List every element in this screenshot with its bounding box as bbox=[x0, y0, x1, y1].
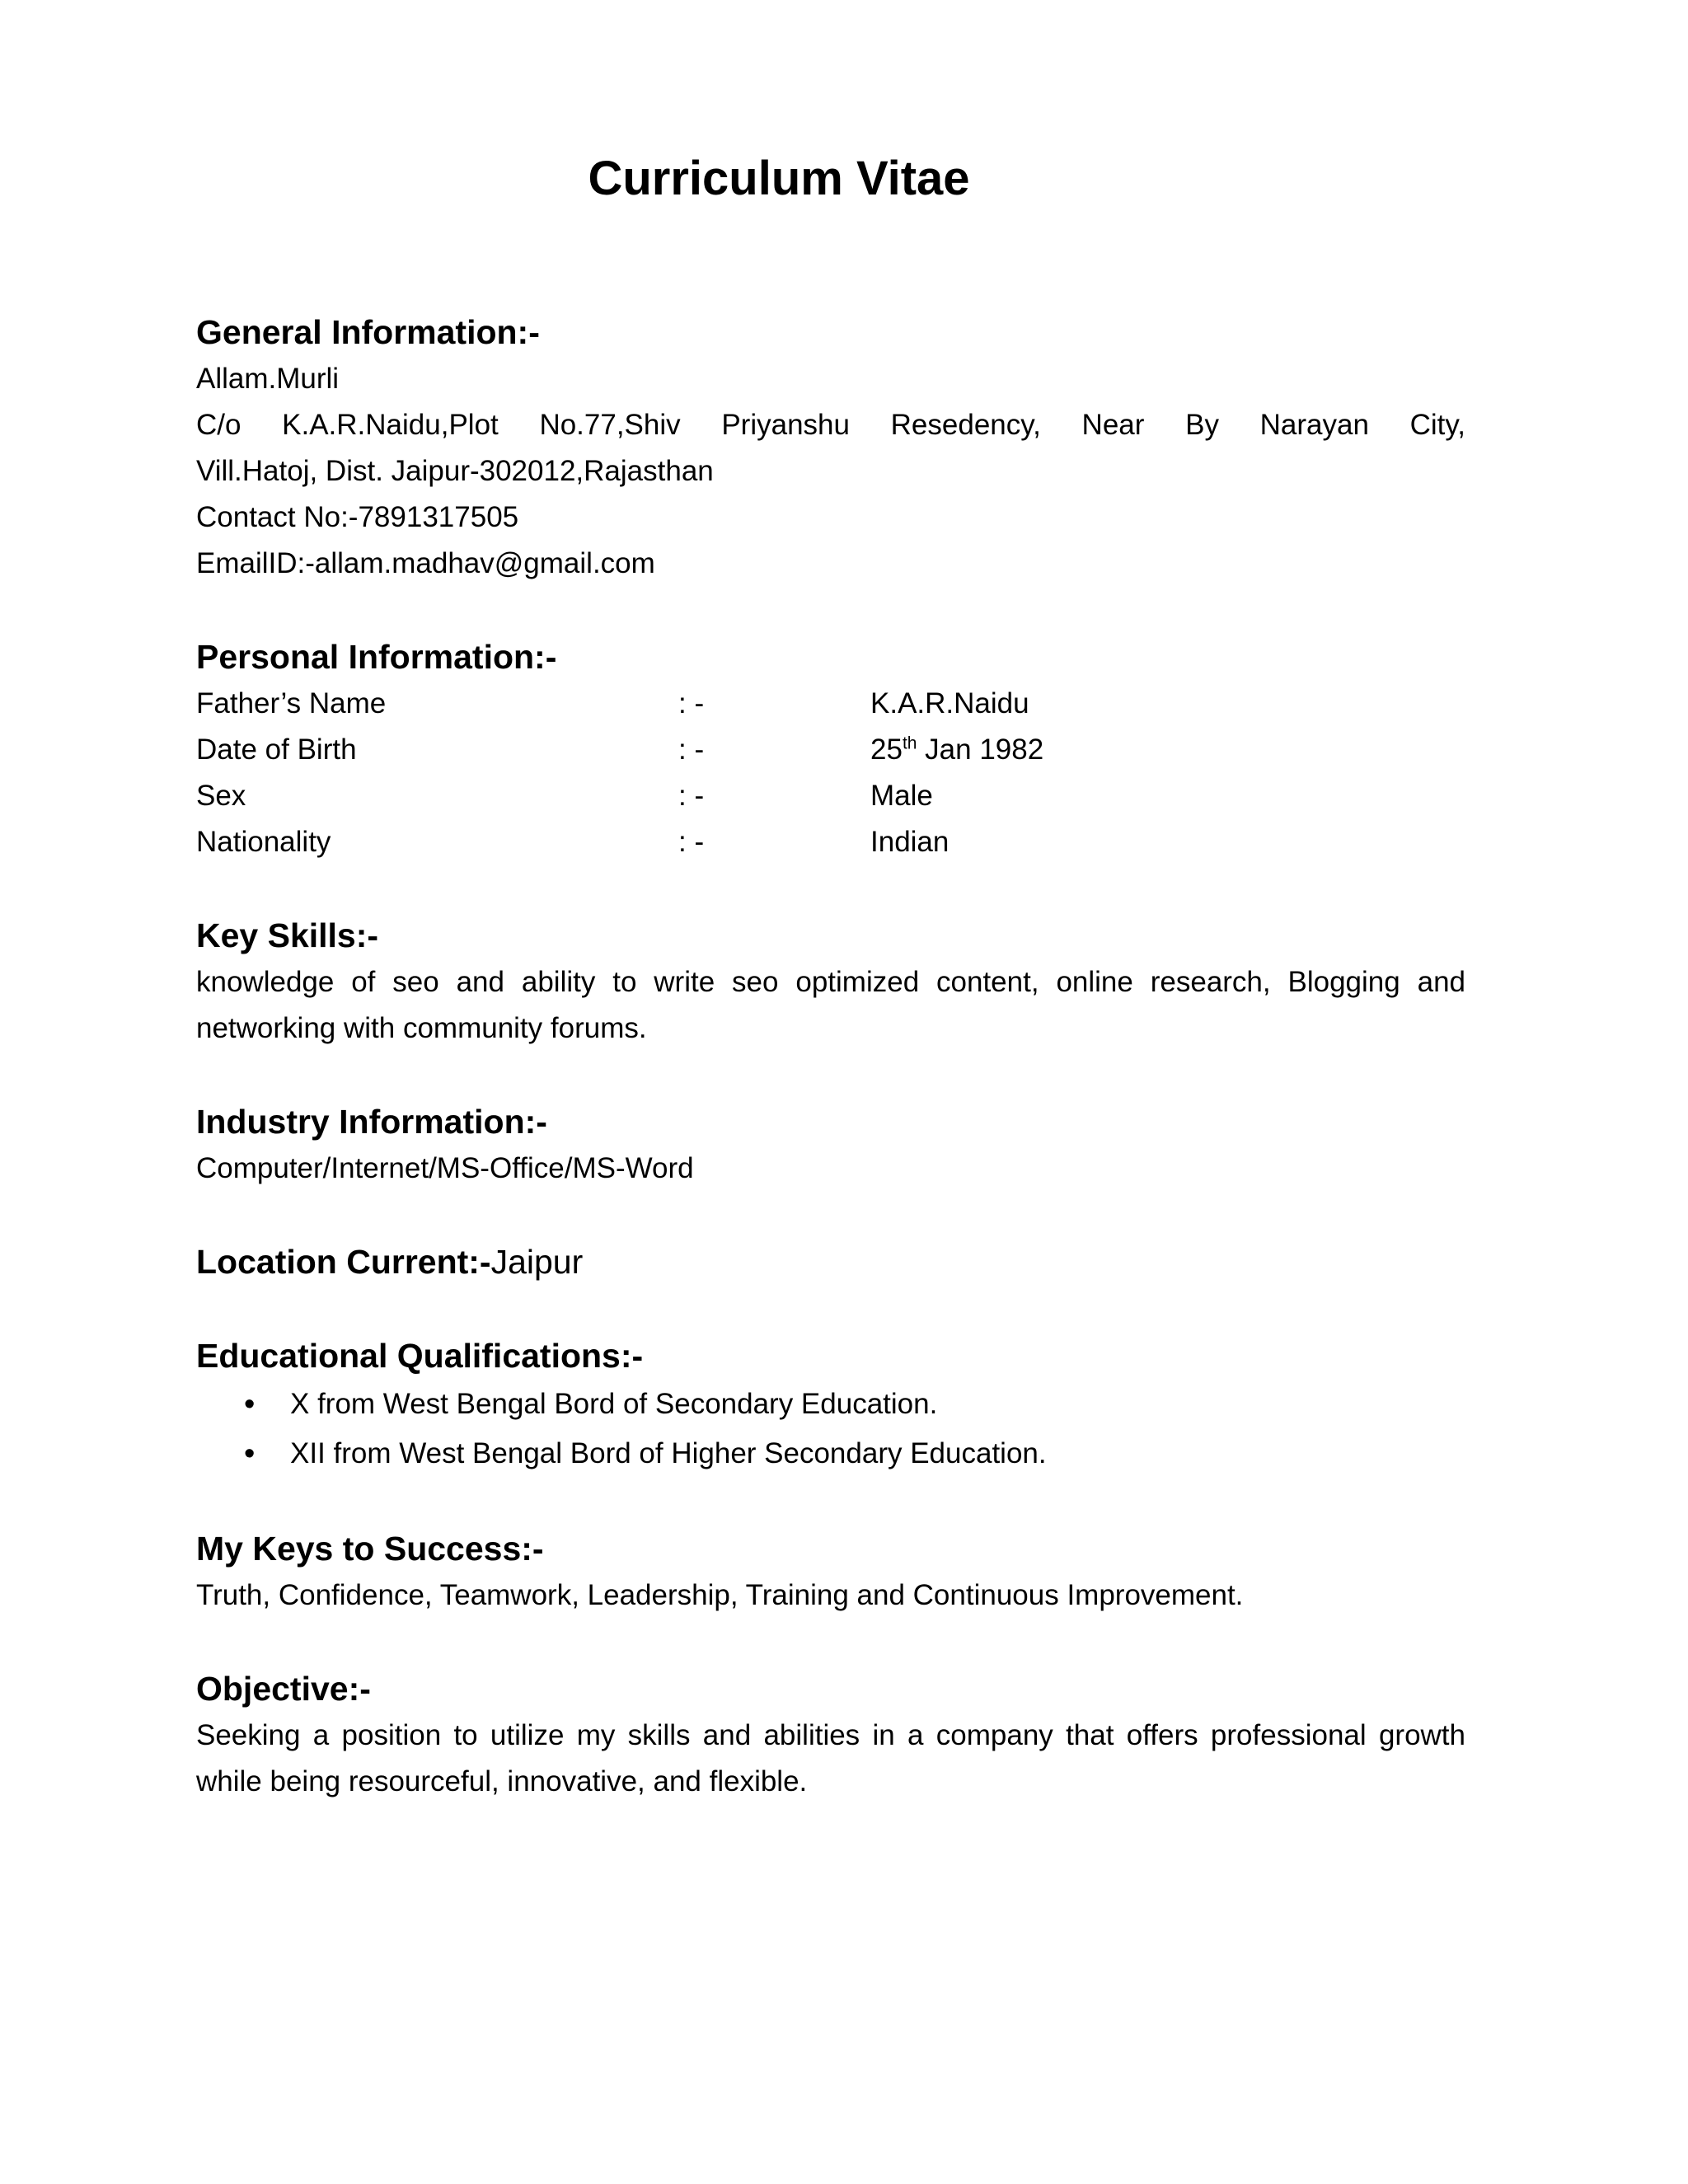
educational-qualifications-section bbox=[196, 1332, 1465, 1479]
keys-to-success-heading: My Keys to Success:- bbox=[196, 1530, 544, 1568]
candidate-name: Allam.Murli bbox=[196, 363, 340, 395]
location-value: Jaipur bbox=[490, 1243, 584, 1281]
info-row-father-name bbox=[196, 681, 1465, 727]
education-list bbox=[196, 1380, 1465, 1479]
key-skills-text: knowledge of seo and ability to write seo optimized content, online research, Blogging and networking with community forums. bbox=[196, 966, 1465, 1044]
list-item bbox=[196, 1380, 1465, 1429]
bullet-icon: • bbox=[244, 1387, 256, 1422]
location-section bbox=[196, 1238, 1465, 1286]
address-word: Priyanshu bbox=[721, 409, 850, 441]
educational-qualifications-heading: Educational Qualifications:- bbox=[196, 1337, 644, 1375]
industry-information-section bbox=[196, 1098, 1465, 1192]
info-value: Indian bbox=[870, 826, 950, 858]
education-item-text: X from West Bengal Bord of Secondary Education. bbox=[290, 1388, 938, 1420]
objective-heading: Objective:- bbox=[196, 1670, 371, 1708]
keys-to-success-text: Truth, Confidence, Teamwork, Leadership, Training and Continuous Improvement. bbox=[196, 1579, 1244, 1611]
info-value bbox=[870, 727, 1465, 773]
address-word: By bbox=[1185, 409, 1219, 441]
objective-section bbox=[196, 1665, 1465, 1805]
bullet-icon: • bbox=[244, 1436, 256, 1471]
info-label: Father’s Name bbox=[196, 687, 387, 719]
info-row-sex bbox=[196, 773, 1465, 819]
info-separator: : - bbox=[678, 780, 705, 812]
personal-information-section bbox=[196, 633, 1465, 865]
address-word: C/o bbox=[196, 409, 241, 441]
dob-day: 25 bbox=[870, 733, 903, 766]
list-item bbox=[196, 1429, 1465, 1479]
key-skills-heading: Key Skills:- bbox=[196, 916, 379, 954]
info-separator: : - bbox=[678, 733, 705, 766]
info-label: Date of Birth bbox=[196, 733, 357, 766]
location-heading: Location Current:- bbox=[196, 1243, 491, 1281]
keys-to-success-section bbox=[196, 1525, 1465, 1619]
personal-information-heading: Personal Information:- bbox=[196, 638, 557, 676]
address-word: No.77,Shiv bbox=[539, 409, 681, 441]
key-skills-section bbox=[196, 912, 1465, 1052]
address-word: Narayan bbox=[1259, 409, 1369, 441]
location-line bbox=[196, 1238, 1465, 1286]
address-word: Near bbox=[1081, 409, 1145, 441]
info-value: Male bbox=[870, 780, 933, 812]
info-separator: : - bbox=[678, 826, 705, 858]
info-label: Sex bbox=[196, 780, 246, 812]
address-word: Resedency, bbox=[890, 409, 1041, 441]
general-information-section bbox=[196, 308, 1465, 587]
info-value: K.A.R.Naidu bbox=[870, 687, 1029, 719]
info-row-date-of-birth bbox=[196, 727, 1465, 773]
address-word: K.A.R.Naidu,Plot bbox=[282, 409, 499, 441]
address-line-1 bbox=[196, 402, 1465, 448]
contact-number: Contact No:-7891317505 bbox=[196, 501, 519, 533]
dob-month-year: Jan 1982 bbox=[917, 733, 1044, 766]
industry-information-heading: Industry Information:- bbox=[196, 1103, 547, 1141]
industry-information-text: Computer/Internet/MS-Office/MS-Word bbox=[196, 1152, 694, 1184]
info-label: Nationality bbox=[196, 826, 331, 858]
info-separator: : - bbox=[678, 687, 705, 719]
document-title: Curriculum Vitae bbox=[588, 152, 970, 205]
cv-content bbox=[196, 308, 1465, 1851]
email-id: EmailID:-allam.madhav@gmail.com bbox=[196, 547, 655, 579]
general-information-heading: General Information:- bbox=[196, 313, 540, 351]
address-word: City, bbox=[1409, 409, 1465, 441]
info-row-nationality bbox=[196, 819, 1465, 865]
objective-text: Seeking a position to utilize my skills and abilities in a company that offers professional growth while being resourceful, innovative, and flexible. bbox=[196, 1719, 1465, 1797]
address-line-2: Vill.Hatoj, Dist. Jaipur-302012,Rajasthan bbox=[196, 455, 714, 487]
education-item-text: XII from West Bengal Bord of Higher Secondary Education. bbox=[290, 1437, 1047, 1469]
dob-day-suffix: th bbox=[902, 733, 917, 753]
